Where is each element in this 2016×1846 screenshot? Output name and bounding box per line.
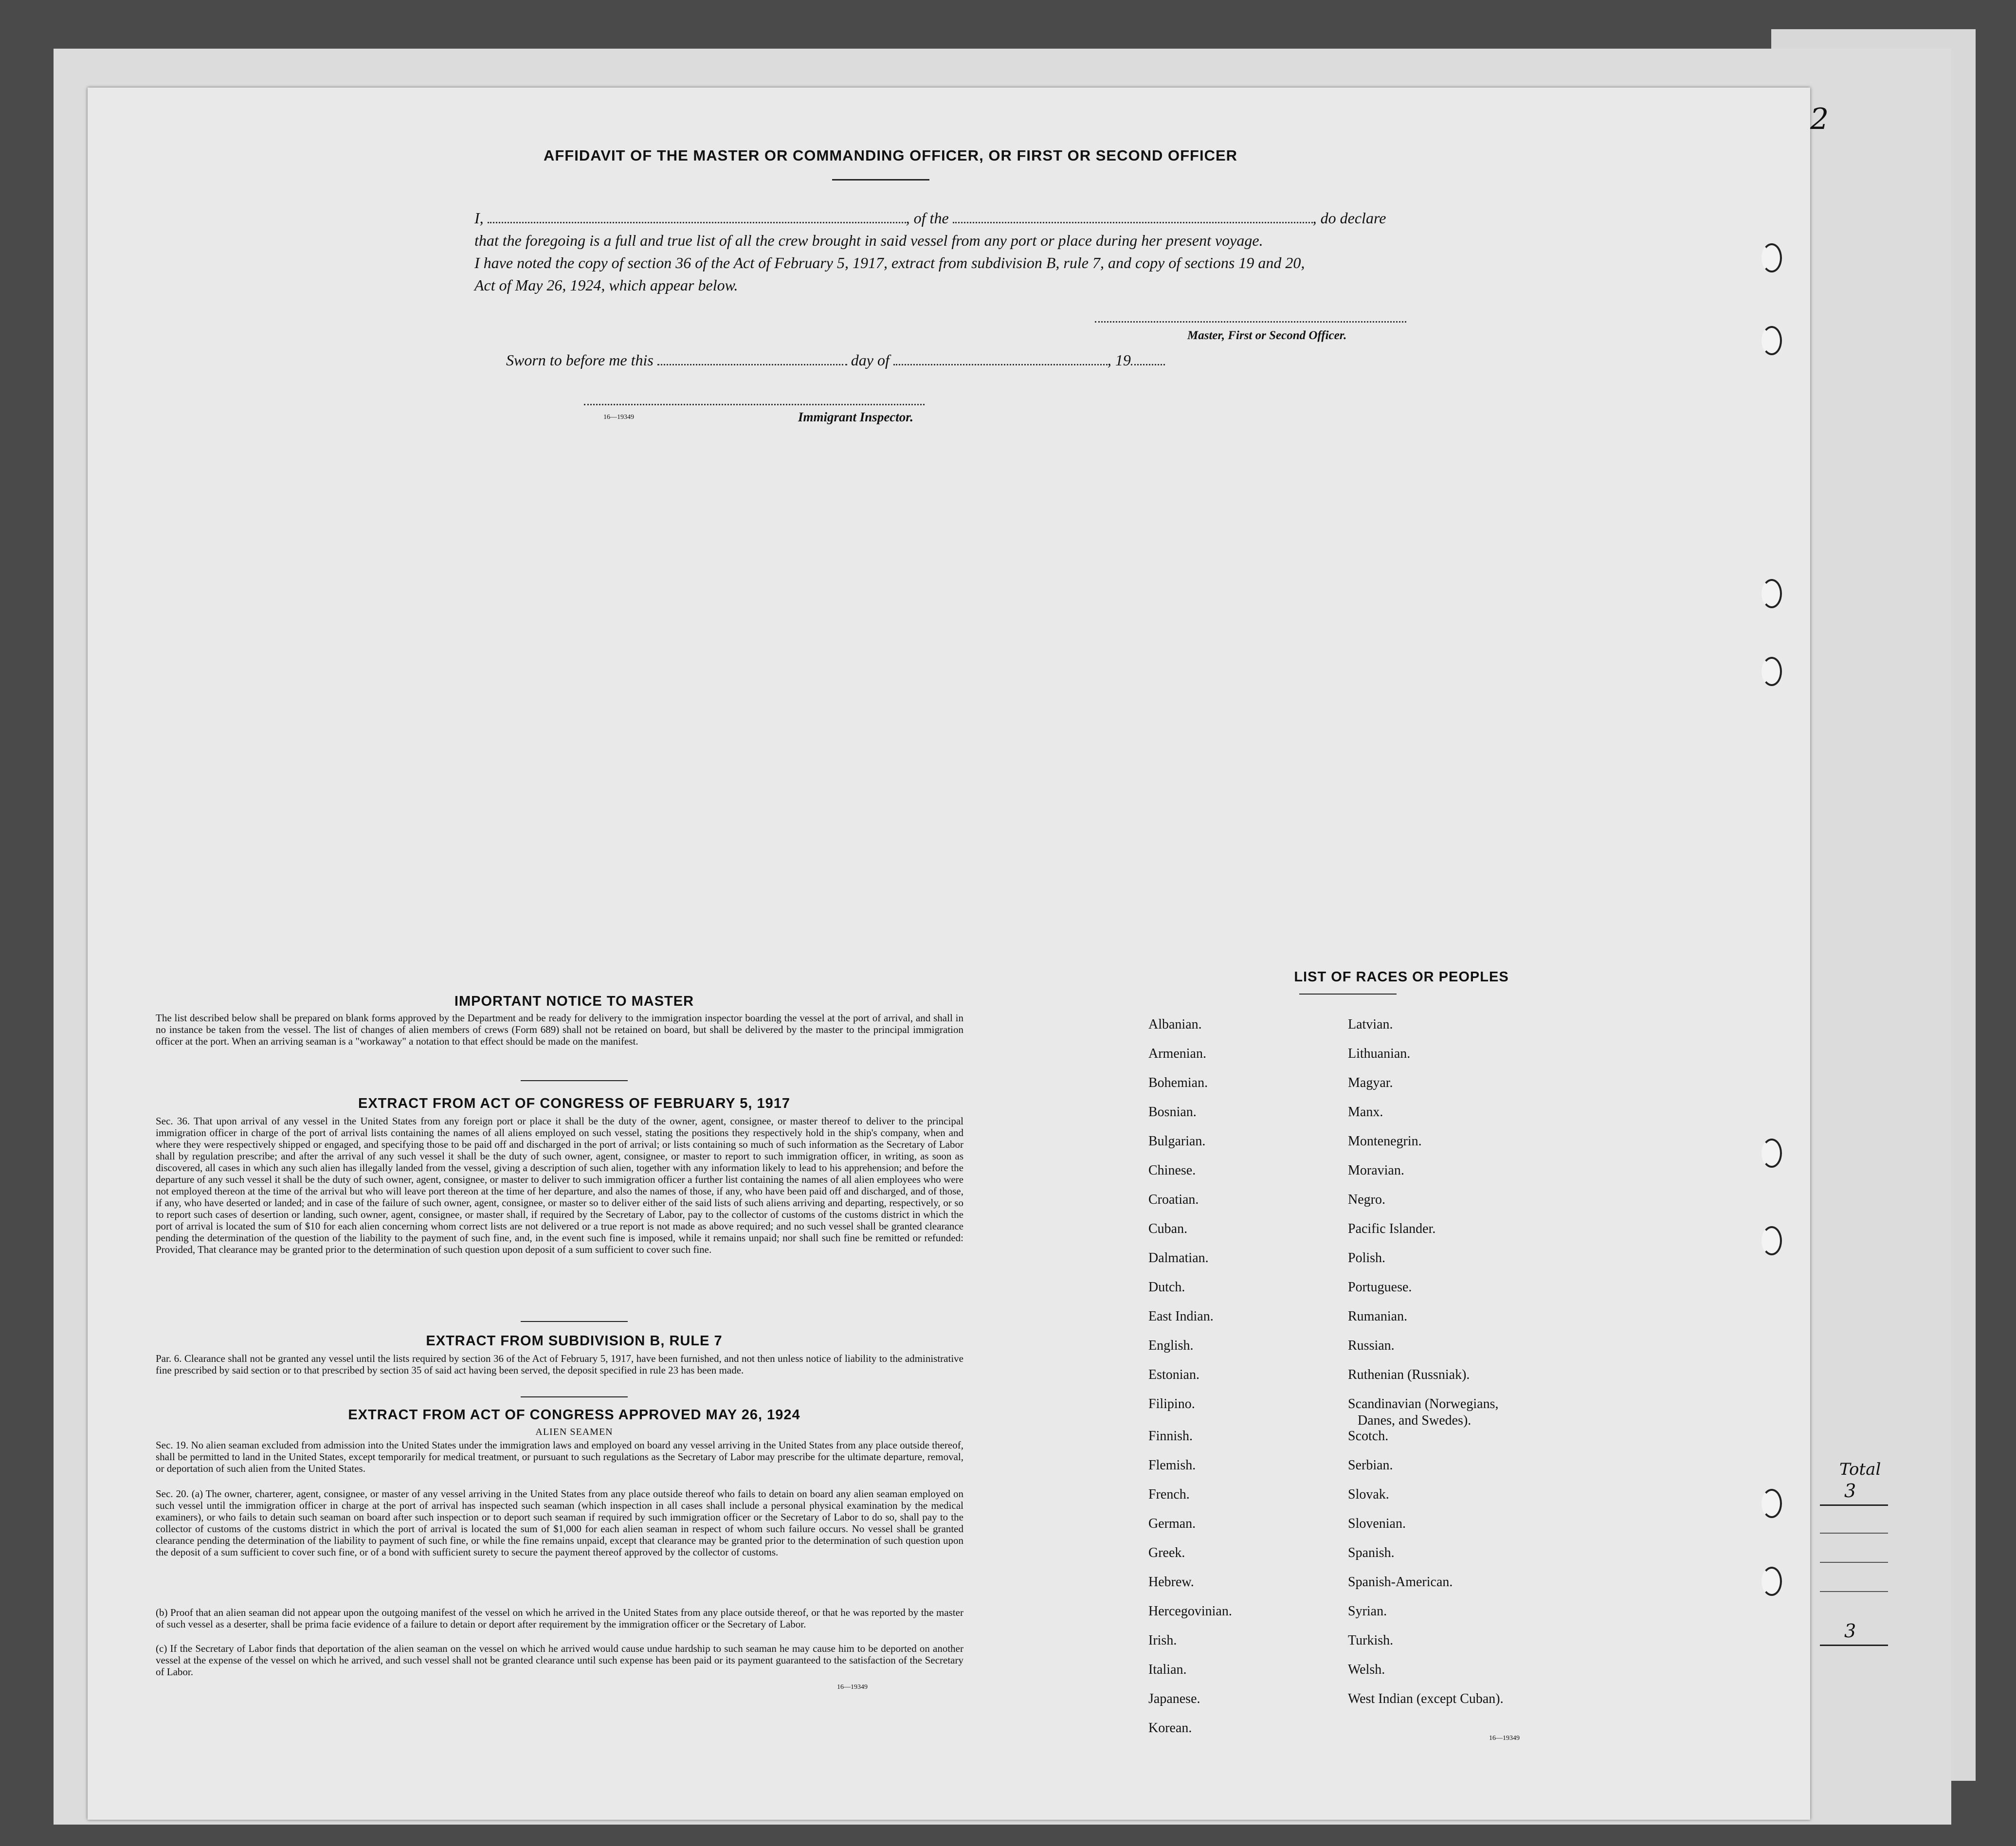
extract-1924-title: EXTRACT FROM ACT OF CONGRESS APPROVED MAY 26, 1924 <box>348 1407 800 1423</box>
race-item: Polish. <box>1348 1250 1386 1266</box>
affidavit-line-4: Act of May 26, 1924, which appear below. <box>474 276 738 294</box>
race-item: West Indian (except Cuban). <box>1348 1691 1504 1706</box>
races-title-rule <box>1299 994 1397 995</box>
race-item: Lithuanian. <box>1348 1046 1411 1061</box>
affidavit-title: AFFIDAVIT OF THE MASTER OR COMMANDING OFFICER, OR FIRST OR SECOND OFFICER <box>543 147 1238 164</box>
punch-hole <box>1762 1567 1782 1596</box>
race-item: Finnish. <box>1148 1429 1193 1444</box>
race-item: Moravian. <box>1348 1163 1404 1178</box>
affidavit-line-3: I have noted the copy of section 36 of the Act of February 5, 1917, extract from subdivision B, rule 7, and copy of sections 19 and 20, <box>474 254 1305 271</box>
race-item: Filipino. <box>1148 1396 1195 1412</box>
affidavit-line-1 <box>474 209 1521 227</box>
bottom-underline <box>1820 1645 1888 1646</box>
punch-hole <box>1762 243 1782 272</box>
race-item: Ruthenian (Russniak). <box>1348 1367 1470 1382</box>
race-item: Portuguese. <box>1348 1280 1412 1295</box>
race-item: Slovenian. <box>1348 1516 1406 1531</box>
race-item: Hebrew. <box>1148 1575 1194 1590</box>
punch-hole <box>1762 1139 1782 1168</box>
extract-1924-form-number: 16—19349 <box>837 1683 868 1691</box>
race-item: Welsh. <box>1348 1662 1385 1677</box>
race-item: Korean. <box>1148 1720 1192 1736</box>
extract-1924-sec19: Sec. 19. No alien seaman excluded from admission into the United States under the immigration laws and employed on board any vessel arriving in the United States from any place outside thereof, shall be permitted to land in the United States, except temporarily for medical treatment, or pursuant to such regulations as the Secretary of Labor may prescribe for the ultimate departure, removal, or deportation of such alien from the United States. <box>156 1439 963 1474</box>
punch-hole <box>1762 657 1782 686</box>
race-item: Estonian. <box>1148 1367 1199 1382</box>
signature-line[interactable] <box>1095 321 1406 323</box>
race-item: Bulgarian. <box>1148 1134 1206 1149</box>
races-title: LIST OF RACES OR PEOPLES <box>1294 969 1509 985</box>
race-item: Russian. <box>1348 1338 1395 1353</box>
sworn-year-label: , 19 <box>1107 351 1131 369</box>
affidavit-form-number: 16—19349 <box>603 414 634 421</box>
extract-1917-title: EXTRACT FROM ACT OF CONGRESS OF FEBRUARY 5, 1917 <box>358 1096 791 1111</box>
race-item: Cuban. <box>1148 1221 1188 1236</box>
handwritten-bottom-value: 3 <box>1844 1620 1856 1642</box>
inspector-caption: Immigrant Inspector. <box>798 410 914 424</box>
notice-body: The list described below shall be prepared on blank forms approved by the Department and be ready for delivery to the immigration inspector boarding the vessel at the port of arrival, and shall in no instance be taken from the vessel. The list of changes of alien members of crews (Form 689) shall not be retained on board, but shall be delivered by the master to the principal immigration officer at the port. When an arriving seaman is a "workaway" a notation to that effect should be made on the manifest. <box>156 1012 963 1047</box>
total-rule-3 <box>1820 1562 1888 1563</box>
affidavit-line-1-suffix: , do declare <box>1312 209 1386 227</box>
total-rule-4 <box>1820 1591 1888 1592</box>
vessel-name-field[interactable] <box>953 222 1313 223</box>
race-item: Dalmatian. <box>1148 1250 1209 1266</box>
total-underline <box>1820 1504 1888 1506</box>
race-item: Latvian. <box>1348 1017 1393 1032</box>
master-name-field[interactable] <box>488 222 906 223</box>
race-item: Albanian. <box>1148 1017 1202 1032</box>
race-item: French. <box>1148 1487 1190 1502</box>
handwritten-page-number: 2 <box>1810 102 1829 136</box>
race-item: East Indian. <box>1148 1309 1214 1324</box>
extract-1924-subtitle: ALIEN SEAMEN <box>535 1427 613 1437</box>
race-item: Turkish. <box>1348 1633 1394 1648</box>
race-item: Italian. <box>1148 1662 1187 1677</box>
rule7-rule <box>521 1396 628 1397</box>
form-page <box>88 88 1881 1820</box>
punch-hole <box>1762 579 1782 608</box>
sworn-line <box>506 351 1382 369</box>
race-item: Croatian. <box>1148 1192 1199 1207</box>
race-item: Bosnian. <box>1148 1104 1197 1120</box>
race-item: Montenegrin. <box>1348 1134 1422 1149</box>
race-item: Serbian. <box>1348 1458 1393 1473</box>
notice-rule <box>521 1080 628 1081</box>
race-item: Slovak. <box>1348 1487 1389 1502</box>
rule7-body: Par. 6. Clearance shall not be granted any vessel until the lists required by section 36 of the Act of February 5, 1917, have been furnished, and not then unless notice of liability to the administrative fine prescribed by said section or to that prescribed by section 35 of said act having been served, the deposit specified in rule 23 has been made. <box>156 1353 963 1376</box>
race-item: Irish. <box>1148 1633 1177 1648</box>
affidavit-line-2: that the foregoing is a full and true list of all the crew brought in said vessel from any port or place during her present voyage. <box>474 232 1263 249</box>
race-item: Flemish. <box>1148 1458 1196 1473</box>
race-item: Magyar. <box>1348 1075 1393 1090</box>
punch-hole <box>1762 1489 1782 1518</box>
punch-hole <box>1762 326 1782 355</box>
rule7-title: EXTRACT FROM SUBDIVISION B, RULE 7 <box>426 1333 723 1349</box>
extract-1924-sec20c: (c) If the Secretary of Labor finds that deportation of the alien seaman on the vessel on which he arrived would cause undue hardship to such seaman he may cause him to be deported on another vessel at the expense of the vessel on which he arrived, and such vessel shall not be granted clearance until such expense has been paid or its payment guaranteed to the satisfaction of the Secretary of Labor. <box>156 1643 963 1678</box>
signature-caption: Master, First or Second Officer. <box>1187 329 1347 342</box>
race-item: Bohemian. <box>1148 1075 1208 1090</box>
race-item: Negro. <box>1348 1192 1385 1207</box>
sworn-year-field[interactable] <box>1131 364 1165 365</box>
race-item: Hercegovinian. <box>1148 1604 1232 1619</box>
extract-1924-sec20b: (b) Proof that an alien seaman did not appear upon the outgoing manifest of the vessel on which he arrived in the United States from any place outside thereof, or that he was reported by the master of such vessel as a deserter, shall be prima facie evidence of a failure to detain or deport after requirement by the immigration officer or the Secretary of Labor. <box>156 1607 963 1630</box>
race-item: Japanese. <box>1148 1691 1200 1706</box>
extract-1917-body: Sec. 36. That upon arrival of any vessel in the United States from any foreign port or place it shall be the duty of the owner, agent, consignee, or master thereof to deliver to the principal immigration officer in charge of the port of arrival lists containing the names of all aliens employed on such vessel, stating the positions they respectively hold in the ship's company, when and where they were respectively shipped or engaged, and specifying those to be paid off and discharged in the port of arrival; or lists containing so much of such information as the Secretary of Labor shall by regulation prescribe; and after the arrival of any such vessel it shall be the duty of such owner, agent, consignee, or master to report to such immigration officer, in writing, as soon as discovered, all cases in which any such alien has illegally landed from the vessel, giving a description of such alien, together with any information likely to lead to his apprehension; and before the departure of any such vessel it shall be the duty of such owner, agent, consignee, or master to deliver to such immigration officer a further list containing the names of all alien employees who were not employed thereon at the time of the arrival but who will leave port thereon at the time of her departure, and also the names of those, if any, who have been paid off and discharged, and of those, if any, who have deserted or landed; and in case of the failure of such owner, agent, consignee, or master so to deliver either of the said lists of such aliens arriving and departing, respectively, or so to report such cases of desertion or landing, such owner, agent, consignee, or master shall, if required by the Secretary of Labor, pay to the collector of customs of the customs district in which the port of arrival is located the sum of $10 for each alien concerning whom correct lists are not delivered or a true report is not made as above required; and no such vessel shall be granted clearance pending the determination of the question of the liability to the payment of such fine, and, in the event such fine is imposed, while it remains unpaid; nor shall such fine be remitted or refunded: Provided, That clearance may be granted prior to the determination of such question upon deposit of a sum sufficient to cover such fine. <box>156 1115 963 1255</box>
affidavit-line-1-middle: , of the <box>906 209 949 227</box>
race-item: Armenian. <box>1148 1046 1206 1061</box>
affidavit-title-rule <box>832 179 929 181</box>
race-item: German. <box>1148 1516 1196 1531</box>
handwritten-total-value: 3 <box>1844 1480 1856 1502</box>
sworn-day-label: day of <box>851 351 890 369</box>
sworn-prefix: Sworn to before me this <box>506 351 654 369</box>
notice-title: IMPORTANT NOTICE TO MASTER <box>454 994 694 1009</box>
race-item: Danes, and Swedes). <box>1358 1413 1471 1428</box>
punch-hole <box>1762 1226 1782 1255</box>
affidavit-line-1-prefix: I, <box>474 209 484 227</box>
extract-1924-sec20a: Sec. 20. (a) The owner, charterer, agent, consignee, or master of any vessel arriving in the United States from any place outside thereof who fails to detain on board any alien seaman employed on such vessel until the immigration officer in charge at the port of arrival has inspected such seaman (which inspection in all cases shall include a personal physical examination by the medical examiners), or who fails to detain such seaman on board after such inspection or to deport such seaman if required by such immigration officer or the Secretary of Labor to do so, shall pay to the collector of customs of the customs district in which the port of arrival is located the sum of $1,000 for each alien seaman in respect of whom such failure occurs. No vessel shall be granted clearance pending the determination of the liability to payment of such fine, or while the fine remains unpaid, except that clearance may be granted prior to the determination of such question upon the deposit of a sum sufficient to cover such fine, or of a bond with sufficient surety to secure the payment thereof approved by the collector of customs. <box>156 1488 963 1558</box>
race-item: Spanish-American. <box>1348 1575 1453 1590</box>
race-item: Pacific Islander. <box>1348 1221 1436 1236</box>
inspector-signature-line[interactable] <box>584 404 925 405</box>
race-item: English. <box>1148 1338 1194 1353</box>
race-item: Chinese. <box>1148 1163 1196 1178</box>
total-rule-2 <box>1820 1533 1888 1534</box>
races-form-number: 16—19349 <box>1489 1735 1520 1742</box>
race-item: Syrian. <box>1348 1604 1387 1619</box>
race-item: Manx. <box>1348 1104 1383 1120</box>
race-item: Scandinavian (Norwegians, <box>1348 1396 1499 1412</box>
sworn-month-field[interactable] <box>893 364 1108 365</box>
race-item: Rumanian. <box>1348 1309 1408 1324</box>
handwritten-total-label: Total <box>1839 1460 1881 1479</box>
extract-1917-rule <box>521 1321 628 1322</box>
race-item: Spanish. <box>1348 1545 1395 1560</box>
sworn-date-field[interactable] <box>657 364 847 365</box>
race-item: Dutch. <box>1148 1280 1185 1295</box>
race-item: Scotch. <box>1348 1429 1389 1444</box>
race-item: Greek. <box>1148 1545 1185 1560</box>
